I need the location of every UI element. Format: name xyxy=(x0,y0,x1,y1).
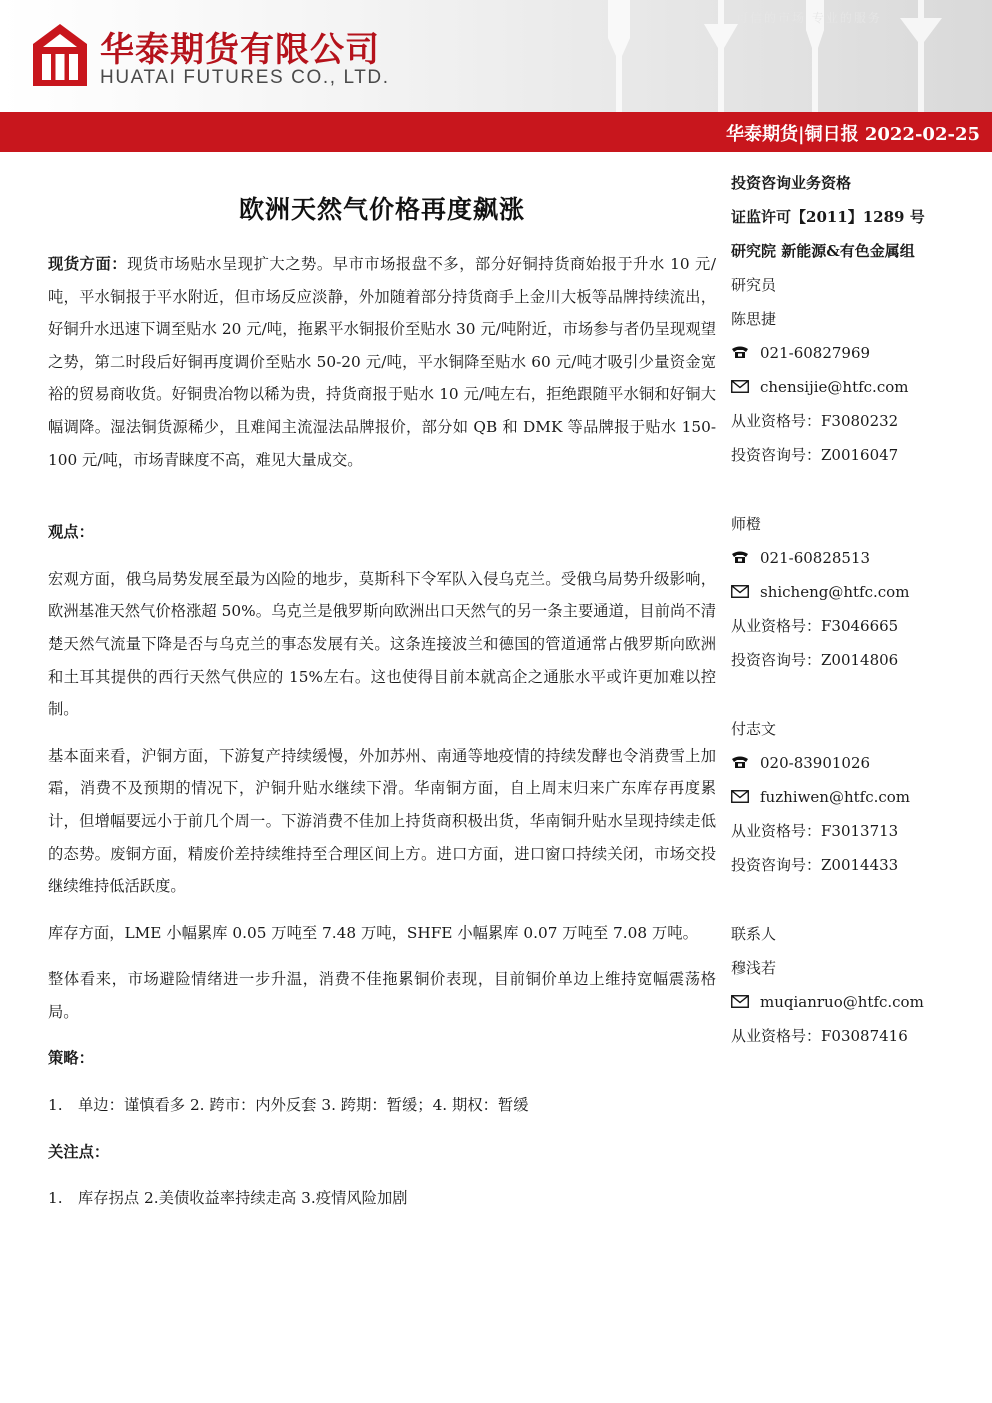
views-paragraph-fundamentals: 基本面来看，沪铜方面，下游复产持续缓慢，外加苏州、南通等地疫情的持续发酵也令消费雪上加霜，消费不及预期的情况下，沪铜升贴水继续下滑。华南铜方面，自上周末归来广东库存再度累计，但增幅要远小于前几个周一。下游消费不佳加上持货商积极出货，华南铜升贴水呈现持续走低的态势。废铜方面，精废价差持续维持至合理区间上方。进口方面，进口窗口持续关闭，市场交投继续维持低活跃度。 xyxy=(48,746,716,896)
views-label: 观点： xyxy=(48,523,94,542)
company-name-cn: 华泰期货有限公司 xyxy=(100,30,380,70)
focus-label: 关注点： xyxy=(48,1142,110,1161)
strategy-item xyxy=(48,1089,716,1122)
header-slogan: 可信的市场 专业的服务 xyxy=(736,11,882,25)
email-row xyxy=(731,985,986,1019)
phone-number: 021-60827969 xyxy=(760,344,871,362)
consult-number: 投资咨询号：Z0016047 xyxy=(731,446,899,464)
cert-number: 从业资格号：F3080232 xyxy=(731,412,899,430)
cert-number: 从业资格号：F3046665 xyxy=(731,617,899,635)
cert-number: 从业资格号：F03087416 xyxy=(731,1027,908,1045)
email-icon xyxy=(731,986,749,1020)
institute-name: 研究院 新能源&有色金属组 xyxy=(731,242,915,260)
spot-paragraph xyxy=(48,248,716,476)
qualification-title: 投资咨询业务资格 xyxy=(731,174,852,192)
contact-label: 联系人 xyxy=(731,925,777,943)
phone-icon xyxy=(731,542,749,576)
analyst-name: 陈思捷 xyxy=(731,310,777,328)
report-title: 欧洲天然气价格再度飙涨 xyxy=(238,195,525,224)
email-link[interactable]: muqianruo@htfc.com xyxy=(760,993,924,1011)
role-label: 研究员 xyxy=(731,276,777,294)
phone-row xyxy=(731,541,986,575)
cert-number: 从业资格号：F3013713 xyxy=(731,822,899,840)
analyst-sidebar xyxy=(731,166,986,1053)
consult-number: 投资咨询号：Z0014433 xyxy=(731,856,899,874)
views-paragraph-inventory: 库存方面，LME 小幅累库 0.05 万吨至 7.48 万吨，SHFE 小幅累库 0.07 万吨至 7.08 万吨。 xyxy=(48,923,698,942)
focus-item-text: 库存拐点 2.美债收益率持续走高 3.疫情风险加剧 xyxy=(78,1189,408,1208)
focus-item-number: 1. xyxy=(48,1189,63,1208)
consult-number: 投资咨询号：Z0014806 xyxy=(731,651,899,669)
views-paragraph-summary: 整体看来，市场避险情绪进一步升温，消费不佳拖累铜价表现，目前铜价单边上维持宽幅震荡格局。 xyxy=(48,970,716,1021)
email-row xyxy=(731,575,986,609)
email-row xyxy=(731,370,986,404)
email-link[interactable]: fuzhiwen@htfc.com xyxy=(760,788,911,806)
contact-name: 穆浅若 xyxy=(731,959,777,977)
spot-label: 现货方面： xyxy=(48,255,128,273)
page-header xyxy=(0,0,992,112)
email-icon xyxy=(731,371,749,405)
phone-row xyxy=(731,746,986,780)
phone-number: 020-83901026 xyxy=(760,754,871,772)
phone-icon xyxy=(731,747,749,781)
views-paragraph-macro: 宏观方面，俄乌局势发展至最为凶险的地步，莫斯科下令军队入侵乌克兰。受俄乌局势升级影响，欧洲基准天然气价格涨超 50%。乌克兰是俄罗斯向欧洲出口天然气的另一条主要通道，目前尚不清楚天然气流量下降是否与乌克兰的事态发展有关。这条连接波兰和德国的管道通常占俄罗斯向欧洲和土耳其提供的西行天然气供应的 15%左右。这也使得目前本就高企之通胀水平或许更加难以控制。 xyxy=(48,569,716,719)
spot-text: 现货市场贴水呈现扩大之势。早市市场报盘不多，部分好铜持货商始报于升水 10 元/吨，平水铜报于平水附近，但市场反应淡静，外加随着部分持货商手上金川大板等品牌持续流出，好铜升水迅速下调至贴水 20 元/吨，拖累平水铜报价至贴水 30 元/吨附近，市场参与者仍呈现观望之势，第二时段后好铜再度调价至贴水 50-20 元/吨，平水铜降至贴水 60 元/吨才吸引少量资金宽裕的贸易商收货。好铜贵冶物以稀为贵，持货商报于贴水 10 元/吨左右，拒绝跟随平水铜和好铜大幅调降。湿法铜货源稀少，且难闻主流湿法品牌报价，部分如 QB 和 DMK 等品牌报于贴水 150-100 元/吨，市场青睐度不高，难见大量成交。 xyxy=(48,255,716,469)
report-band-title: 华泰期货|铜日报 2022-02-25 xyxy=(726,124,980,145)
license-number: 证监许可【2011】1289 号 xyxy=(731,208,925,226)
analyst-name: 师橙 xyxy=(731,515,762,533)
company-name-en: HUATAI FUTURES CO., LTD. xyxy=(100,67,390,88)
email-link[interactable]: shicheng@htfc.com xyxy=(760,583,910,601)
report-body xyxy=(48,248,716,1215)
analyst-name: 付志文 xyxy=(731,720,777,738)
strategy-item-text: 单边：谨慎看多 2. 跨市：内外反套 3. 跨期：暂缓；4. 期权：暂缓 xyxy=(78,1096,529,1115)
phone-icon xyxy=(731,337,749,371)
phone-number: 021-60828513 xyxy=(760,549,871,567)
phone-row xyxy=(731,336,986,370)
email-link[interactable]: chensijie@htfc.com xyxy=(760,378,909,396)
email-icon xyxy=(731,781,749,815)
strategy-label: 策略： xyxy=(48,1049,94,1068)
logo-mark xyxy=(33,24,87,86)
email-icon xyxy=(731,576,749,610)
focus-item xyxy=(48,1182,716,1215)
email-row xyxy=(731,780,986,814)
strategy-item-number: 1. xyxy=(48,1096,63,1115)
